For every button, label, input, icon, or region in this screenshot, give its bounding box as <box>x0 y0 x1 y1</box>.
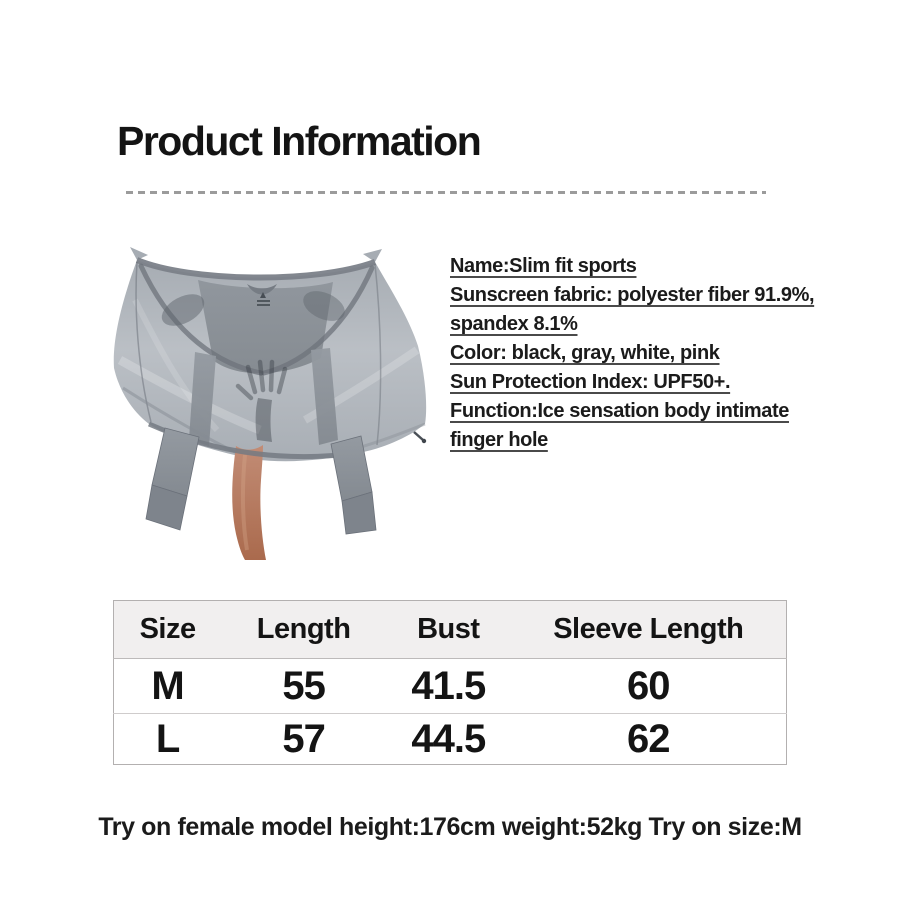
product-details <box>450 252 814 455</box>
table-row-size-m <box>114 659 787 714</box>
sleeve-left <box>146 428 199 530</box>
column-header-size: Size <box>114 601 222 659</box>
detail-line-upf: Sun Protection Index: UPF50+. <box>450 371 731 393</box>
detail-line-name: Name:Slim fit sports <box>450 255 637 277</box>
fit-note: Try on female model height:176cm weight:52kg Try on size:M <box>98 813 802 841</box>
zipper-pull <box>414 432 426 443</box>
cell-length: 57 <box>221 714 386 765</box>
title-divider-dashed <box>126 191 766 194</box>
product-photo <box>95 240 445 570</box>
column-header-bust: Bust <box>386 601 511 659</box>
detail-line-fabric: Sunscreen fabric: polyester fiber 91.9%, <box>450 284 815 306</box>
cell-sleeve-length: 62 <box>511 714 787 765</box>
cell-size: M <box>114 659 222 714</box>
column-header-sleeve-length: Sleeve Length <box>511 601 787 659</box>
mannequin-arm <box>232 445 266 560</box>
size-table <box>113 600 787 765</box>
sleeve-right <box>331 436 376 534</box>
size-table-header-row <box>114 601 787 659</box>
cell-size: L <box>114 714 222 765</box>
detail-line-function-2: finger hole <box>450 429 548 451</box>
garment-illustration <box>95 240 445 570</box>
detail-line-fabric-2: spandex 8.1% <box>450 313 578 335</box>
column-header-length: Length <box>221 601 386 659</box>
detail-line-function: Function:Ice sensation body intimate <box>450 400 789 422</box>
detail-line-color: Color: black, gray, white, pink <box>450 342 720 364</box>
page-title: Product Information <box>117 118 481 164</box>
cell-bust: 41.5 <box>386 659 511 714</box>
cell-sleeve-length: 60 <box>511 659 787 714</box>
table-row-size-l <box>114 714 787 765</box>
cell-bust: 44.5 <box>386 714 511 765</box>
cell-length: 55 <box>221 659 386 714</box>
